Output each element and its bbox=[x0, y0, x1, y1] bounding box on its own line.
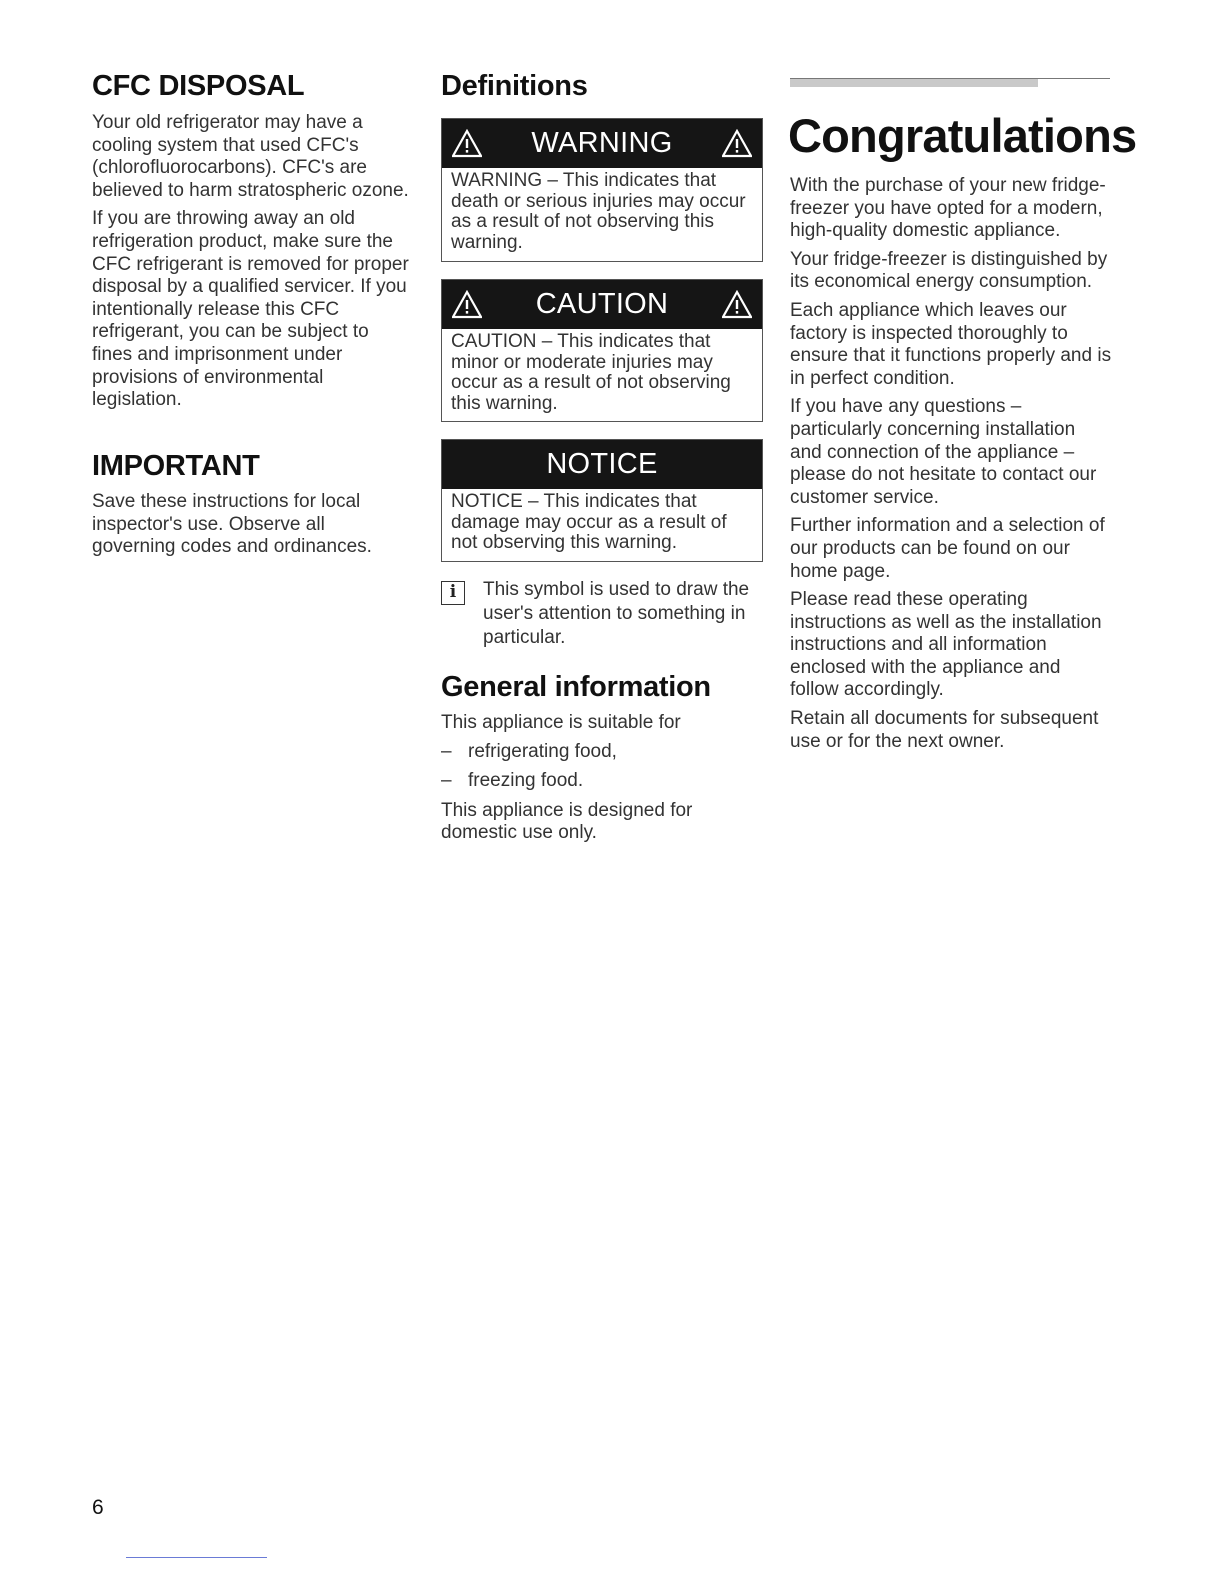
cfc-paragraph-1: Your old refrigerator may have a cooling system that used CFC's (chlorofluorocarbons). CFC's are believed to harm stratospheric ozone. bbox=[92, 112, 409, 201]
congrats-paragraph-2: Your fridge-freezer is distinguished by its economical energy consumption. bbox=[790, 248, 1108, 293]
important-text: Save these instructions for local inspector's use. Observe all governing codes and ordinances. bbox=[92, 491, 372, 558]
warning-label: WARNING bbox=[531, 127, 673, 159]
caution-header bbox=[442, 280, 762, 329]
general-information-body bbox=[441, 712, 763, 851]
cfc-disposal-heading: CFC DISPOSAL bbox=[92, 70, 305, 102]
congrats-paragraph-6: Please read these operating instructions as well as the installation instructions and all information enclosed with the appliance and follow accordingly. bbox=[790, 589, 1102, 701]
notice-label: NOTICE bbox=[546, 448, 658, 480]
warning-triangle-icon bbox=[452, 129, 482, 159]
congratulations-body bbox=[790, 175, 1112, 759]
congratulations-heading: Congratulations bbox=[788, 109, 1137, 162]
list-item bbox=[441, 770, 763, 793]
congrats-paragraph-7: Retain all documents for subsequent use or for the next owner. bbox=[790, 708, 1099, 752]
caution-label: CAUTION bbox=[535, 288, 669, 320]
cfc-disposal-body bbox=[92, 112, 412, 418]
congrats-paragraph-5: Further information and a selection of our products can be found on our home page. bbox=[790, 515, 1105, 582]
general-outro: This appliance is designed for domestic use only. bbox=[441, 799, 693, 844]
footer-rule bbox=[126, 1557, 267, 1558]
info-box-icon: i bbox=[441, 581, 465, 605]
caution-text: CAUTION – This indicates that minor or moderate injuries may occur as a result of not observing this warning. bbox=[451, 331, 731, 414]
warning-box bbox=[441, 118, 763, 262]
list-item bbox=[441, 741, 763, 764]
header-bar bbox=[790, 79, 1038, 87]
info-note bbox=[441, 578, 763, 650]
list-item-text: freezing food. bbox=[468, 770, 584, 792]
notice-text: NOTICE – This indicates that damage may occur as a result of not observing this warning. bbox=[451, 491, 727, 553]
warning-text: WARNING – This indicates that death or serious injuries may occur as a result of not observing this warning. bbox=[451, 170, 746, 253]
cfc-paragraph-2: If you are throwing away an old refrigeration product, make sure the CFC refrigerant is removed for proper disposal by a qualified servicer. If you intentionally release this CFC refrigerant, you can be subject to fines and imprisonment under provisions of environmental legislation. bbox=[92, 208, 409, 411]
warning-triangle-icon bbox=[452, 290, 482, 320]
important-heading: IMPORTANT bbox=[92, 450, 260, 482]
list-dash: – bbox=[441, 740, 452, 762]
info-text: This symbol is used to draw the user's attention to something in particular. bbox=[483, 579, 750, 648]
general-intro: This appliance is suitable for bbox=[441, 712, 681, 733]
notice-header bbox=[442, 440, 762, 489]
congrats-paragraph-4: If you have any questions – particularly concerning installation and connection of the appliance – please do not hesitate to contact our customer service. bbox=[790, 396, 1097, 508]
congrats-paragraph-1: With the purchase of your new fridge-freezer you have opted for a modern, high-quality domestic appliance. bbox=[790, 175, 1106, 242]
list-dash: – bbox=[441, 770, 452, 792]
caution-box bbox=[441, 279, 763, 422]
warning-triangle-icon bbox=[722, 129, 752, 159]
notice-box bbox=[441, 439, 763, 562]
general-information-heading: General information bbox=[441, 671, 711, 703]
warning-triangle-icon bbox=[722, 290, 752, 320]
page-number: 6 bbox=[92, 1496, 104, 1519]
congrats-paragraph-3: Each appliance which leaves our factory is inspected thoroughly to ensure that it functions properly and is in perfect condition. bbox=[790, 299, 1112, 389]
definitions-heading: Definitions bbox=[441, 70, 588, 102]
warning-header bbox=[442, 119, 762, 168]
list-item-text: refrigerating food, bbox=[468, 740, 617, 762]
